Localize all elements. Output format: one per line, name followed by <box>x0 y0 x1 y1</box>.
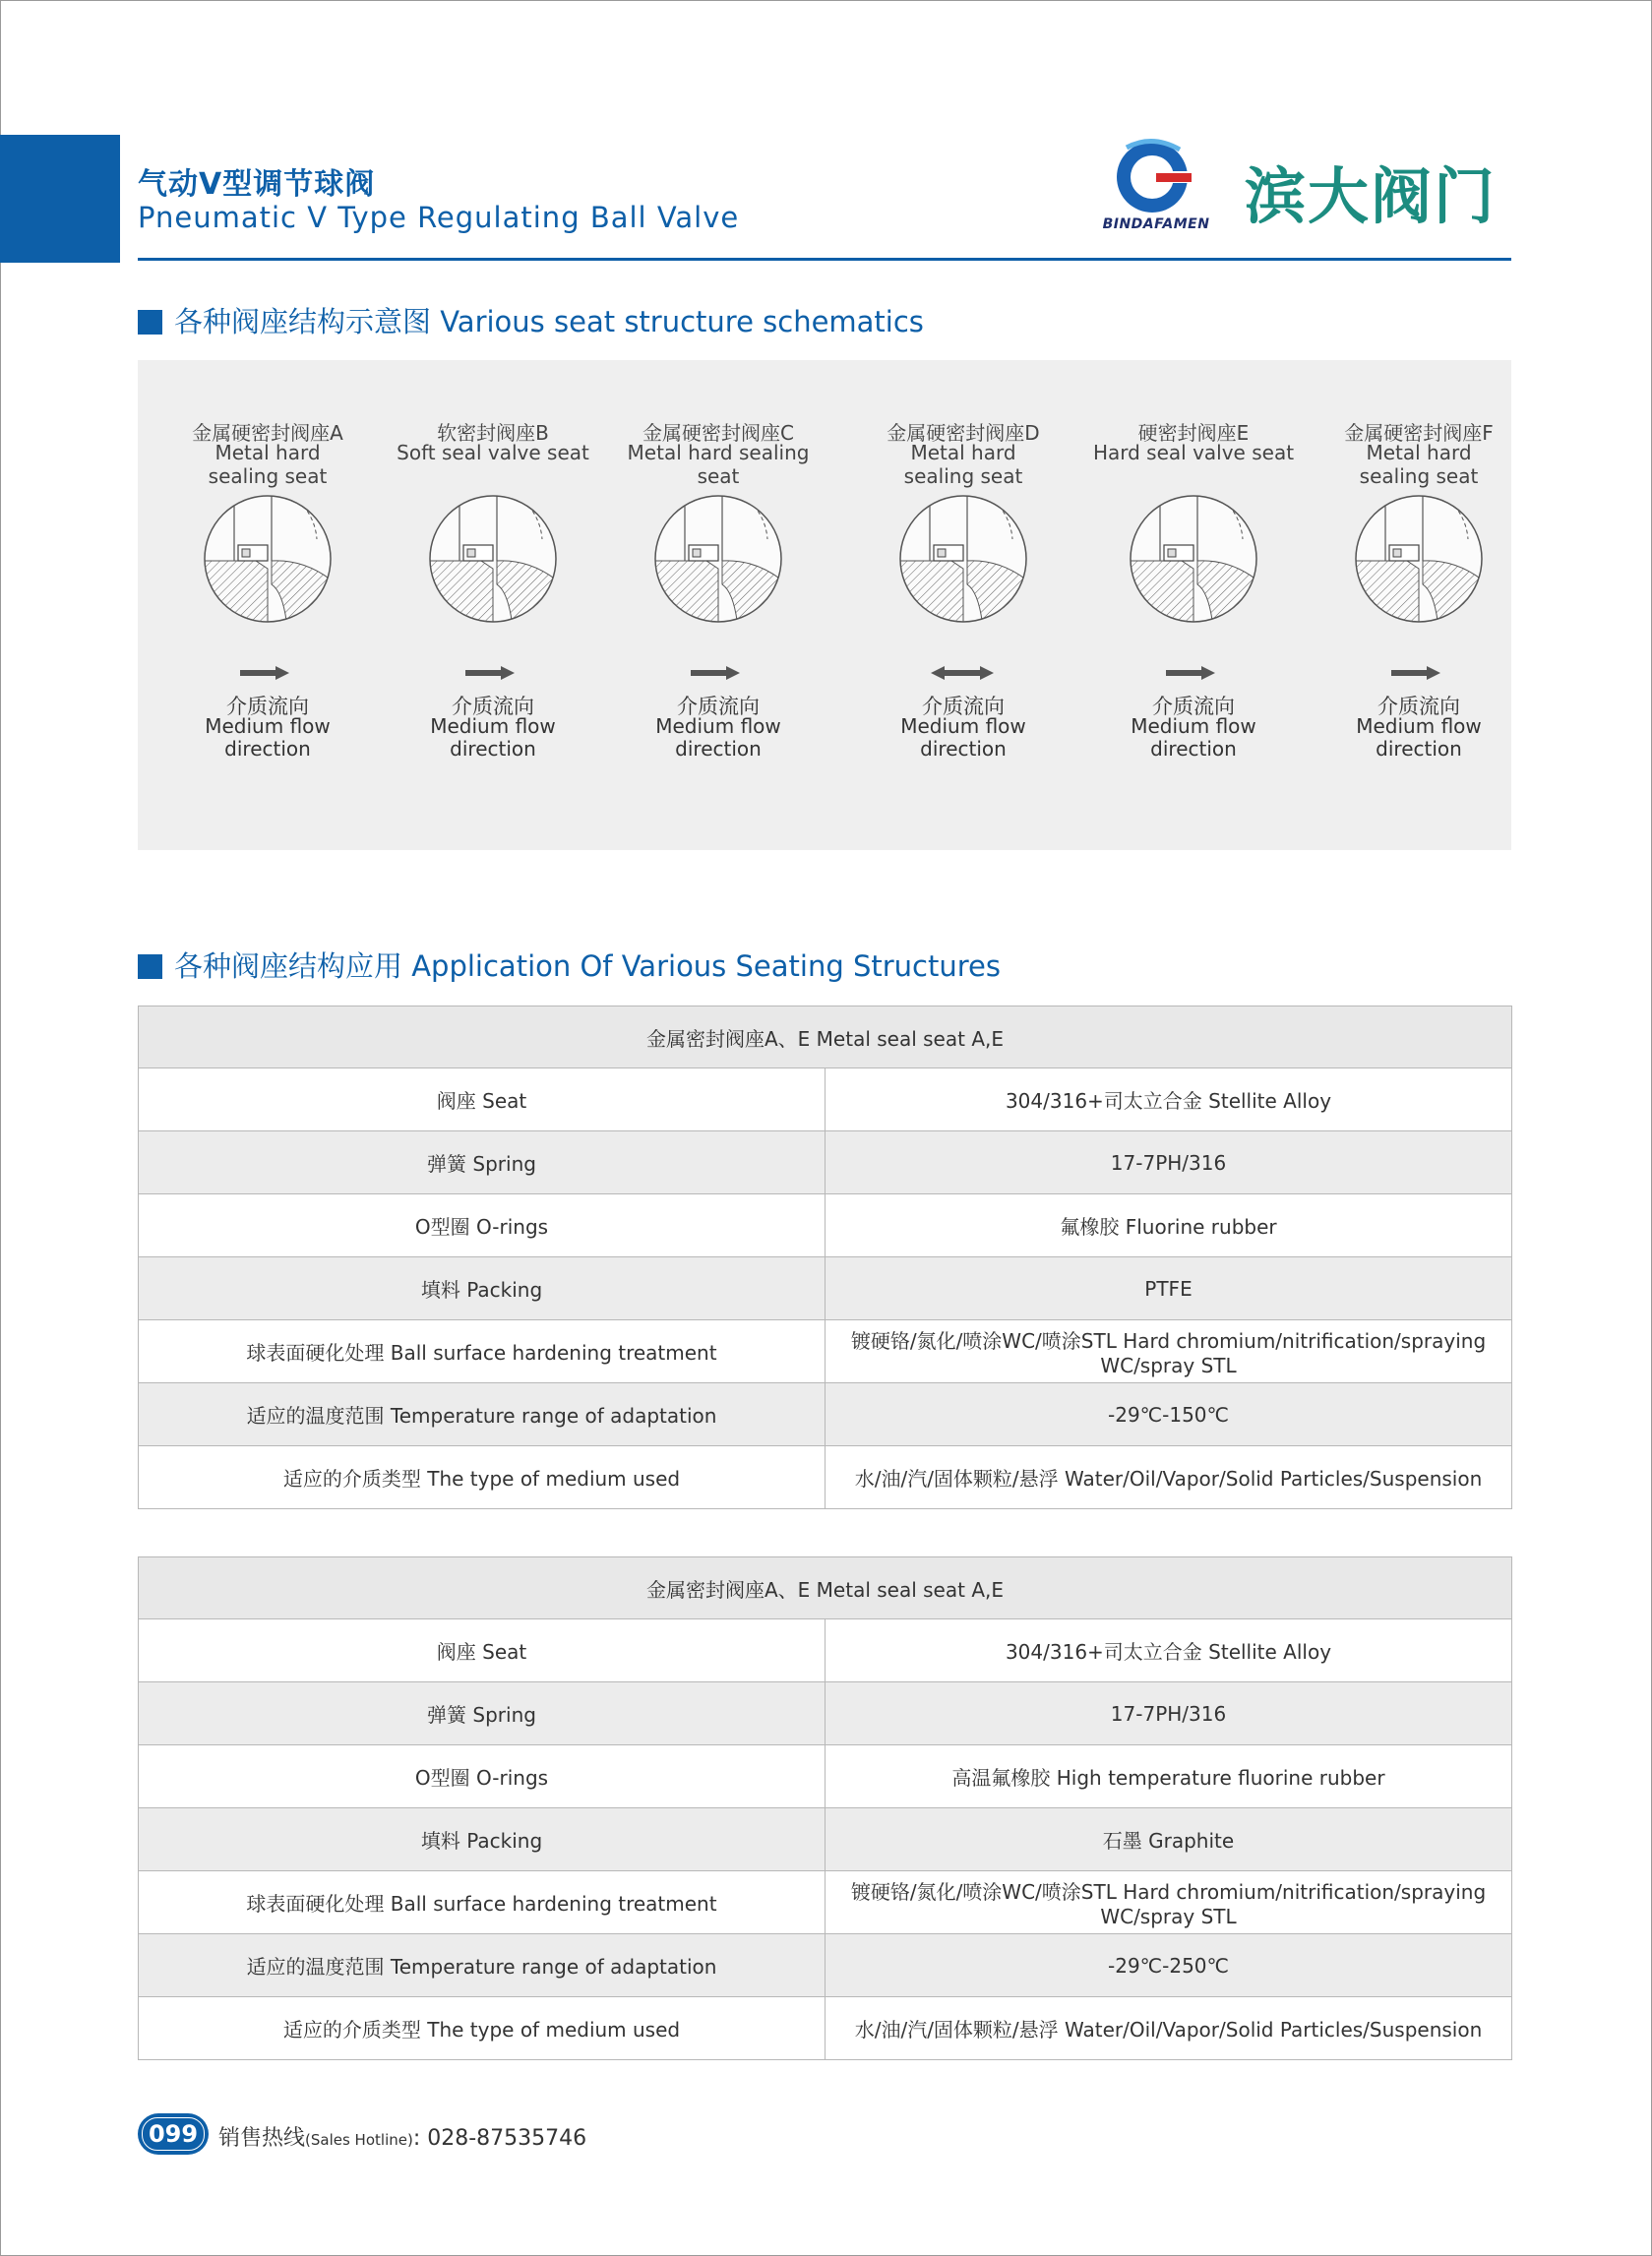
seat-schematic-b <box>380 360 606 850</box>
right-arrow-icon <box>687 663 756 683</box>
seat-cross-section-diagram <box>424 490 562 628</box>
seat-schematic-d <box>850 360 1076 850</box>
hotline-number: : 028-87535746 <box>412 2126 587 2151</box>
row-value: 17-7PH/316 <box>826 1682 1512 1745</box>
table-row <box>139 1619 1512 1682</box>
row-label: 阀座 Seat <box>139 1619 826 1682</box>
table-row <box>139 1682 1512 1745</box>
brand-logo-icon <box>1107 136 1205 214</box>
seat-schematic-c <box>605 360 831 850</box>
row-value: 石墨 Graphite <box>826 1808 1512 1871</box>
row-label: 阀座 Seat <box>139 1068 826 1131</box>
seat-name-en-line: Metal hard <box>214 441 321 464</box>
seat-name-cn: 软密封阀座B <box>437 421 549 445</box>
flow-direction-en-line: Medium flow <box>205 714 331 738</box>
seat-cross-section-diagram <box>1350 490 1488 628</box>
seat-name-en-line: Metal hard <box>1366 441 1472 464</box>
table-row <box>139 1383 1512 1446</box>
table-row <box>139 1320 1512 1383</box>
right-arrow-icon <box>1387 663 1456 683</box>
seat-name-en-line: Metal hard sealing seat <box>627 441 810 488</box>
page-number-badge: 099 <box>138 2113 209 2155</box>
seat-name-en <box>850 441 1076 488</box>
flow-direction-en-line: direction <box>1376 737 1462 761</box>
seat-name-en-line: sealing seat <box>903 464 1023 488</box>
row-label: 弹簧 Spring <box>139 1682 826 1745</box>
flow-direction-cn: 介质流向 <box>1377 695 1460 718</box>
flow-direction-en <box>380 715 606 761</box>
seat-application-table-2 <box>138 1556 1512 2060</box>
row-label: 填料 Packing <box>139 1808 826 1871</box>
seat-name-en-line: Metal hard <box>910 441 1016 464</box>
seat-name-cn: 金属硬密封阀座C <box>642 421 794 445</box>
seat-name-cn: 金属硬密封阀座D <box>887 421 1040 445</box>
seat-application-table-1 <box>138 1006 1512 1509</box>
row-label: 适应的温度范围 Temperature range of adaptation <box>139 1934 826 1997</box>
double-arrow-icon <box>929 663 998 683</box>
seat-cross-section-diagram <box>1125 490 1262 628</box>
hotline-label-en: (Sales Hotline) <box>305 2131 413 2149</box>
table-title: 金属密封阀座A、E Metal seal seat A,E <box>139 1557 1512 1619</box>
table-row <box>139 1131 1512 1194</box>
applications-heading-text: 各种阀座结构应用 Application Of Various Seating Structures <box>174 949 1001 983</box>
seat-name-cn: 金属硬密封阀座A <box>192 421 343 445</box>
brand-logo <box>1097 136 1510 234</box>
row-label: 适应的温度范围 Temperature range of adaptation <box>139 1383 826 1446</box>
sales-hotline <box>218 2121 586 2152</box>
brand-logo-subtitle: BINDAFAMEN <box>1102 216 1210 232</box>
seat-schematics-panel <box>138 360 1511 850</box>
seat-name-en <box>154 441 381 488</box>
table-row <box>139 1446 1512 1509</box>
seat-name-en-line: Soft seal valve seat <box>397 441 589 464</box>
seat-cross-section-diagram <box>894 490 1032 628</box>
header-divider <box>138 258 1511 261</box>
table-row <box>139 1808 1512 1871</box>
flow-direction-en-line: Medium flow <box>430 714 556 738</box>
page-title-cn: 气动V型调节球阀 <box>138 167 376 202</box>
flow-direction-en <box>154 715 381 761</box>
flow-direction-en-line: Medium flow <box>1131 714 1256 738</box>
seat-name-en-line: sealing seat <box>1359 464 1479 488</box>
row-label: 填料 Packing <box>139 1257 826 1320</box>
table-row <box>139 1934 1512 1997</box>
row-label: 适应的介质类型 The type of medium used <box>139 1997 826 2060</box>
row-label: 球表面硬化处理 Ball surface hardening treatment <box>139 1871 826 1934</box>
schematics-heading <box>138 300 924 340</box>
row-value: -29℃-150℃ <box>826 1383 1512 1446</box>
flow-direction-en-line: Medium flow <box>900 714 1026 738</box>
hotline-label-cn: 销售热线 <box>218 2126 306 2151</box>
seat-cross-section-diagram <box>649 490 787 628</box>
seat-name-en <box>605 441 831 488</box>
table-header-row <box>139 1006 1512 1068</box>
flow-direction-en <box>1080 715 1307 761</box>
table-row <box>139 1997 1512 2060</box>
seat-name-en-line: Hard seal valve seat <box>1092 441 1295 464</box>
seat-cross-section-diagram <box>199 490 337 628</box>
brand-logo-text: 滨大阀门 <box>1245 160 1498 232</box>
row-value: 镀硬铬/氮化/喷涂WC/喷涂STL Hard chromium/nitrification/spraying WC/spray STL <box>826 1320 1512 1383</box>
row-value: 水/油/汽/固体颗粒/悬浮 Water/Oil/Vapor/Solid Particles/Suspension <box>826 1446 1512 1509</box>
flow-direction-en-line: direction <box>1150 737 1237 761</box>
flow-direction-en <box>1306 715 1532 761</box>
row-value: -29℃-250℃ <box>826 1934 1512 1997</box>
row-value: 304/316+司太立合金 Stellite Alloy <box>826 1619 1512 1682</box>
page-title-en: Pneumatic V Type Regulating Ball Valve <box>138 201 740 234</box>
row-value: PTFE <box>826 1257 1512 1320</box>
table-header-row <box>139 1557 1512 1619</box>
schematics-heading-text: 各种阀座结构示意图 Various seat structure schematics <box>174 305 924 338</box>
row-value: 镀硬铬/氮化/喷涂WC/喷涂STL Hard chromium/nitrification/spraying WC/spray STL <box>826 1871 1512 1934</box>
seat-schematic-e <box>1080 360 1307 850</box>
table-row <box>139 1745 1512 1808</box>
row-value: 304/316+司太立合金 Stellite Alloy <box>826 1068 1512 1131</box>
table-row <box>139 1194 1512 1257</box>
table-row <box>139 1871 1512 1934</box>
right-arrow-icon <box>461 663 530 683</box>
row-label: O型圈 O-rings <box>139 1745 826 1808</box>
row-label: 适应的介质类型 The type of medium used <box>139 1446 826 1509</box>
seat-name-en <box>1080 441 1307 464</box>
heading-square-icon <box>138 954 162 979</box>
heading-square-icon <box>138 310 162 335</box>
flow-direction-en-line: Medium flow <box>1356 714 1482 738</box>
row-value: 氟橡胶 Fluorine rubber <box>826 1194 1512 1257</box>
row-label: O型圈 O-rings <box>139 1194 826 1257</box>
seat-schematic-a <box>154 360 381 850</box>
row-value: 17-7PH/316 <box>826 1131 1512 1194</box>
flow-direction-en <box>605 715 831 761</box>
flow-direction-cn: 介质流向 <box>677 695 760 718</box>
row-label: 球表面硬化处理 Ball surface hardening treatment <box>139 1320 826 1383</box>
seat-name-cn: 金属硬密封阀座F <box>1344 421 1494 445</box>
right-arrow-icon <box>1162 663 1231 683</box>
row-value: 水/油/汽/固体颗粒/悬浮 Water/Oil/Vapor/Solid Particles/Suspension <box>826 1997 1512 2060</box>
flow-direction-en-line: direction <box>450 737 536 761</box>
flow-direction-en <box>850 715 1076 761</box>
seat-name-en <box>380 441 606 464</box>
flow-direction-en-line: direction <box>224 737 311 761</box>
seat-name-en <box>1306 441 1532 488</box>
flow-direction-cn: 介质流向 <box>452 695 534 718</box>
seat-schematic-f <box>1306 360 1532 850</box>
table-row <box>139 1257 1512 1320</box>
flow-direction-en-line: direction <box>675 737 762 761</box>
row-value: 高温氟橡胶 High temperature fluorine rubber <box>826 1745 1512 1808</box>
flow-direction-cn: 介质流向 <box>226 695 309 718</box>
applications-heading <box>138 945 1001 985</box>
header-accent-bar <box>0 135 120 263</box>
right-arrow-icon <box>236 663 305 683</box>
flow-direction-cn: 介质流向 <box>1152 695 1235 718</box>
flow-direction-cn: 介质流向 <box>922 695 1005 718</box>
table-title: 金属密封阀座A、E Metal seal seat A,E <box>139 1006 1512 1068</box>
table-row <box>139 1068 1512 1131</box>
row-label: 弹簧 Spring <box>139 1131 826 1194</box>
seat-name-cn: 硬密封阀座E <box>1137 421 1250 445</box>
flow-direction-en-line: Medium flow <box>655 714 781 738</box>
flow-direction-en-line: direction <box>920 737 1007 761</box>
seat-name-en-line: sealing seat <box>208 464 328 488</box>
